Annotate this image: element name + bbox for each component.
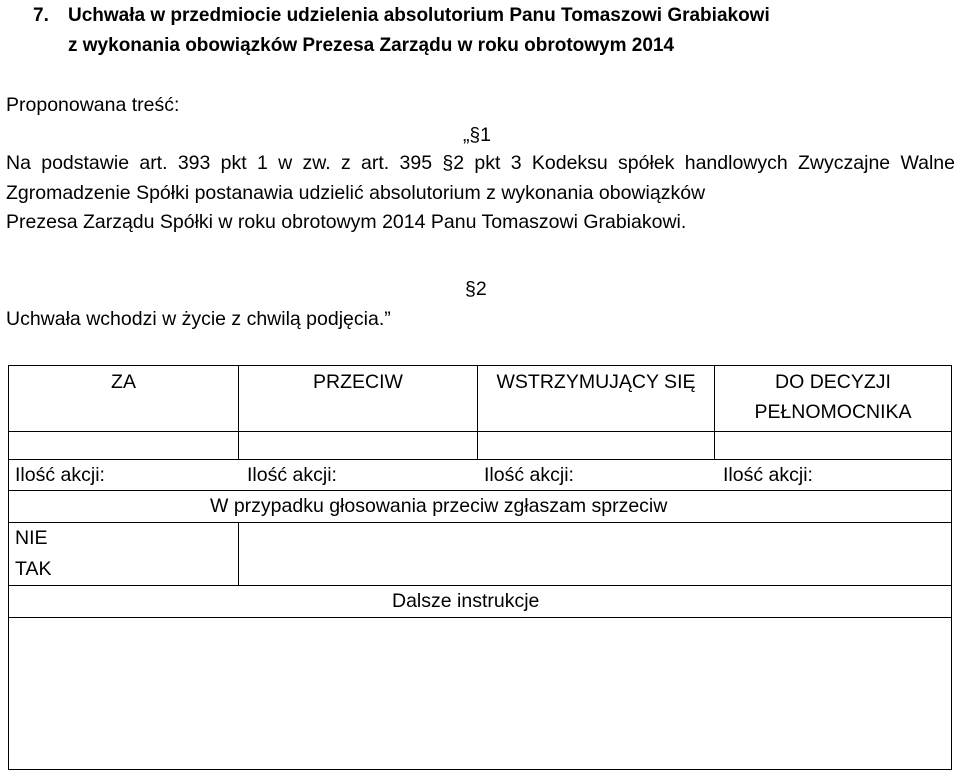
table-rule-options: [8, 585, 952, 586]
table-border-top: [8, 365, 952, 366]
instructions-title: Dalsze instrukcje: [392, 590, 540, 612]
section-2-text: Uchwała wchodzi w życie z chwilą podjęcia.”: [6, 308, 391, 330]
opening-quote-mark: „: [463, 124, 470, 146]
table-rule-shares: [8, 490, 952, 491]
shares-label-proxy: Ilość akcji:: [723, 464, 813, 486]
section-sign-icon: §: [465, 278, 476, 300]
vote-option-for: ZA: [111, 371, 136, 393]
shares-label-for: Ilość akcji:: [15, 464, 105, 486]
objection-no-field[interactable]: [239, 523, 951, 554]
objection-option-yes: TAK: [15, 558, 52, 580]
section-sign-icon: §: [469, 125, 481, 146]
vote-option-proxy-decision: DO DECYZJI PEŁNOMOCNIKA: [754, 371, 912, 423]
table-border-right: [951, 365, 952, 770]
section-1-line-3: Prezesa Zarządu Spółki w roku obrotowym 2014 Panu Tomaszowi Grabiakowi.: [6, 211, 687, 233]
vote-abstain-field[interactable]: [478, 432, 714, 459]
vote-against-field[interactable]: [239, 432, 477, 459]
vote-option-abstain: WSTRZYMUJĄCY SIĘ: [496, 371, 696, 393]
objection-title: W przypadku głosowania przeciw zgłaszam sprzeciw: [210, 495, 668, 517]
objection-yes-field[interactable]: [239, 554, 951, 585]
section-2-number: 2: [475, 278, 487, 300]
section-1-number: 1: [480, 124, 491, 146]
shares-label-abstain: Ilość akcji:: [484, 464, 574, 486]
instructions-field[interactable]: [9, 618, 951, 769]
section-1-line-2: Walne Zgromadzenie Spółki postanawia udzielić absolutorium z wykonania obowiązków: [6, 152, 956, 204]
resolution-title-line-2: z wykonania obowiązków Prezesa Zarządu w roku obrotowym 2014: [68, 35, 675, 56]
section-1-line-1b: 2 pkt 3 Kodeksu spółek handlowych Zwyczajne: [453, 152, 891, 174]
resolution-number: 7.: [33, 5, 49, 26]
vote-option-against: PRZECIW: [313, 371, 403, 393]
resolution-title-line-1: Uchwała w przedmiocie udzielenia absolutorium Panu Tomaszowi Grabiakowi: [68, 5, 770, 26]
vote-for-field[interactable]: [9, 432, 238, 459]
shares-label-against: Ilość akcji:: [247, 464, 337, 486]
vote-proxy-field[interactable]: [715, 432, 951, 459]
section-1-line-1a: Na podstawie art. 393 pkt 1 w zw. z art. 395: [6, 152, 433, 174]
table-border-bottom: [8, 769, 952, 770]
table-rule-blank: [8, 459, 952, 460]
section-sign-icon: §: [442, 152, 454, 174]
objection-option-no: NIE: [15, 527, 48, 549]
proposed-content-label: Proponowana treść:: [6, 94, 180, 116]
